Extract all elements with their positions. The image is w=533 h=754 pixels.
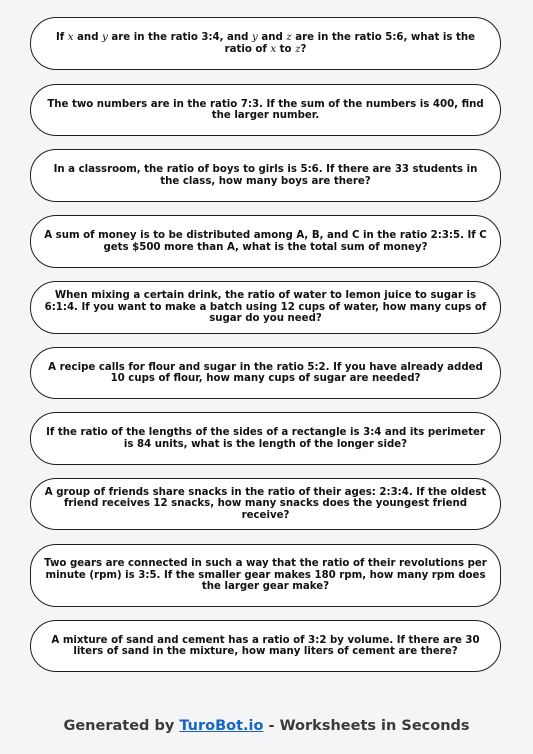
question-card-1 bbox=[30, 17, 501, 70]
math-variable: y bbox=[102, 32, 108, 43]
turobot-link[interactable]: TuroBot.io bbox=[179, 718, 264, 734]
question-text: The two numbers are in the ratio 7:3. If the sum of the numbers is 400, find the larger number. bbox=[47, 98, 484, 121]
question-card-5 bbox=[30, 281, 501, 334]
question-text: A mixture of sand and cement has a ratio of 3:2 by volume. If there are 30 liters of sand in the mixture, how many liters of cement are there? bbox=[51, 634, 480, 657]
math-variable: y bbox=[252, 32, 258, 43]
question-text-segment: ? bbox=[300, 43, 307, 55]
question-text-segment: and bbox=[73, 32, 103, 43]
question-card-3 bbox=[30, 149, 501, 202]
math-variable: z bbox=[286, 32, 292, 43]
question-text: When mixing a certain drink, the ratio of water to lemon juice to sugar is 6:1:4. If you want to make a batch using 12 cups of water, how many cups of sugar do you need? bbox=[44, 290, 487, 325]
question-text: A group of friends share snacks in the ratio of their ages: 2:3:4. If the oldest friend receives 12 snacks, how many snacks does the youngest friend receive? bbox=[44, 486, 487, 521]
footer-suffix: - Worksheets in Seconds bbox=[263, 718, 470, 734]
question-text: Two gears are connected in such a way that the ratio of their revolutions per minute (rpm) is 3:5. If the smaller gear makes 180 rpm, how many rpm does the larger gear make? bbox=[44, 558, 487, 593]
question-text: A recipe calls for flour and sugar in the ratio 5:2. If you have already added 10 cups of flour, how many cups of sugar are needed? bbox=[48, 361, 483, 384]
math-variable: z bbox=[295, 43, 301, 55]
math-variable: x bbox=[270, 43, 277, 55]
question-card-10 bbox=[30, 620, 501, 672]
question-text: If the ratio of the lengths of the sides of a rectangle is 3:4 and its perimeter is 84 units, what is the length of the longer side? bbox=[46, 427, 485, 450]
question-text-segment: to bbox=[276, 43, 296, 55]
question-card-9 bbox=[30, 544, 501, 607]
question-text: A sum of money is to be distributed among A, B, and C in the ratio 2:3:5. If C gets $500 more than A, what is the total sum of money? bbox=[44, 230, 487, 253]
question-text-segment: are in the ratio 3:4, and bbox=[107, 32, 253, 43]
question-card-8 bbox=[30, 478, 501, 530]
question-card-2 bbox=[30, 84, 501, 136]
question-text: In a classroom, the ratio of boys to girls is 5:6. If there are 33 students in the class, how many boys are there? bbox=[53, 164, 478, 187]
question-card-6 bbox=[30, 347, 501, 399]
question-text-segment: If bbox=[55, 32, 68, 43]
math-variable: x bbox=[67, 32, 74, 43]
question-text-segment: are in the ratio 5:6, what is the ratio of bbox=[224, 32, 476, 55]
footer-prefix: Generated by bbox=[63, 718, 180, 734]
question-card-7 bbox=[30, 412, 501, 465]
question-card-4 bbox=[30, 215, 501, 268]
question-text bbox=[43, 32, 488, 55]
question-text-segment: and bbox=[257, 32, 287, 43]
footer bbox=[0, 718, 533, 734]
